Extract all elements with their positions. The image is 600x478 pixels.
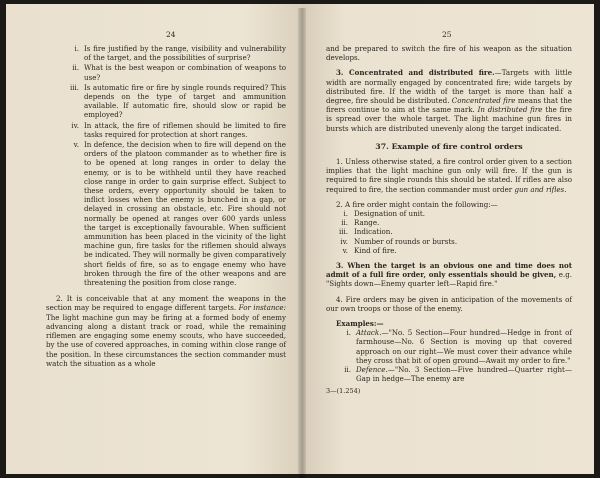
list-item [46,121,286,139]
example-text: —"No. 5 Section—Four hundred—Hedge in front of farmhouse—No. 6 Section is moving up that covered approach on our right—We must cover their advance while they cross that bit of open ground—Await my order to fire." [356,328,572,365]
item-text: Designation of unit. [354,209,426,219]
item-number: i. [343,209,348,219]
list-item [46,44,286,62]
item-number: ii. [72,63,79,73]
para2-rest: The light machine gun may be firing at a formed body of enemy advancing along a distant track or road, while the remaining riflemen are engaging some enemy scouts, who have succeeded, by the use of covered approaches, in coming within close range of the position. In these circumstances the section commander must watch the situation as a whole [46,312,286,368]
item-text: Kind of fire. [354,245,397,255]
continued-text: and be prepared to switch the fire of his weapon as the situation develops. [326,44,572,63]
item-number: v. [73,140,79,150]
item-text: Range. [354,218,380,228]
para3-b: means that the firers continue to aim at the same mark. [326,96,572,115]
list-item [326,237,572,246]
item-number: v. [342,245,348,255]
examples-label: Examples:— [336,319,384,329]
para3-italic-1: Concentrated fire [451,96,516,106]
item-number: i. [346,328,351,338]
para3b-rest: e.g. "Sights down—Enemy quarter left—Rapid fire." [326,270,572,289]
example-item [326,328,572,365]
item-text: Is fire justified by the range, visibility and vulnerability of the target, and the possibilities of surprise? [84,44,286,63]
list-item [46,63,286,81]
example-item [326,365,572,383]
question-list [46,44,286,287]
paragraph-1 [326,157,572,194]
item-number: iv. [71,120,79,130]
list-item [326,218,572,227]
item-number: iii. [69,82,79,92]
item-text: Is automatic fire or fire by single rounds required? This depends on the type of target and ammunition available. If automatic fire, should slow or rapid be employed? [84,82,286,120]
example-label: Attack. [356,328,382,338]
book-spread [6,4,594,474]
para2-italic: For instance: [238,303,286,313]
item-number: ii. [341,218,348,228]
item-text: Indication. [354,227,393,237]
right-page [302,4,594,474]
item-number: ii. [344,365,351,375]
para1-a: 1. Unless otherwise stated, a fire control order given to a section implies that the light machine gun only will fire. If the gun is required to fire single rounds this should be stated. If rifles are also required to fire, the section commander must order [326,157,572,194]
right-page-content [326,44,572,396]
list-item [326,246,572,255]
para1-italic: gun and rifles. [514,184,567,194]
para3-italic-2: In distributed fire [477,105,543,115]
page-number-left: 24 [166,30,176,39]
printer-signature: 3—(1.254) [326,386,361,395]
section-heading: 37. Example of fire control orders [375,141,523,151]
para3-a: —Targets with little width are normally engaged by concentrated fire; wide targets by distributed fire. If the width of the target is more than half a degree, fire should be distributed. [326,68,572,106]
example-text: —"No. 3 Section—Five hundred—Quarter right—Gap in hedge—The enemy are [356,365,572,384]
item-number: iv. [340,236,348,246]
item-text: Number of rounds or bursts. [354,236,458,246]
left-page [6,4,302,474]
para2-intro: 2. It is conceivable that at any moment the weapons in the section may be required to engage different targets. [46,294,286,313]
paragraph-4: 4. Fire orders may be given in anticipation of the movements of our own troops or those of the enemy. [326,294,572,313]
book-gutter [298,8,306,478]
paragraph-2 [46,294,286,368]
left-page-content [46,44,286,368]
item-number: i. [74,44,79,53]
list-item [46,83,286,120]
para3b-bold: 3. When the target is an obvious one and time does not admit of a full fire order, only essentials should be given, [326,261,572,280]
paragraph-2-right: 2. A fire order might contain the following:— [336,199,498,209]
item-text: In attack, the fire of riflemen should be limited to fire tasks required for protection at short ranges. [84,120,286,139]
item-text: In defence, the decision when to fire will depend on the orders of the platoon commander as to whether fire is to be opened at long ranges in order to delay the enemy, or is to be withheld until they have reached close range in order to gain surprise effect. Subject to these orders, every opportunity should be taken to inflict losses when the enemy is bunched in a gap, or delayed in crossing an obstacle, etc. Fire should not normally be opened at ranges over 600 yards unless the target is exceptionally favourable. When sufficient ammunition has been placed in the vicinity of the light machine gun, fire tasks for the riflemen should always be indicated. They will normally be given comparatively short fields of fire, so as to engage enemy who have broken through the fire of the other weapons and are threatening the position from close range. [84,140,286,288]
para3-c: the fire is spread over the whole target. The light machine gun fires in bursts which are distributed unevenly along the target indicated. [326,105,572,133]
paragraph-3b [326,261,572,289]
list-item [326,227,572,236]
paragraph-3 [326,68,572,132]
list-item [326,209,572,218]
example-label: Defence. [356,365,388,375]
item-number: iii. [338,227,348,237]
list-item [46,140,286,287]
item-text: What is the best weapon or combination of weapons to use? [84,63,286,82]
page-number-right: 25 [442,30,452,39]
para3-heading: 3. Concentrated and distributed fire. [336,68,495,78]
